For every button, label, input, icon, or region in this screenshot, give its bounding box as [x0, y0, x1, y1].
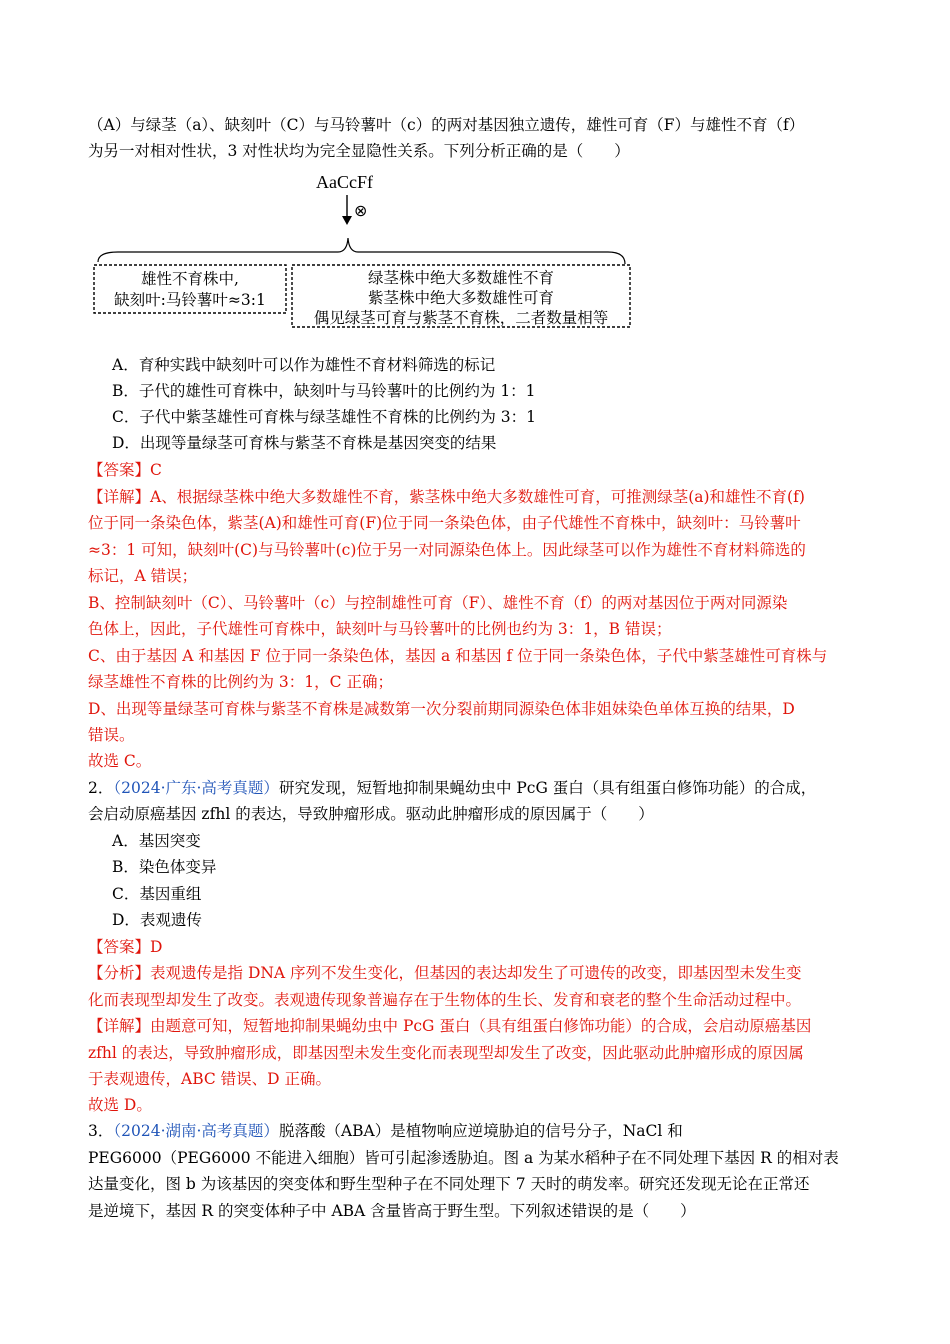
q3-stem-line1	[88, 1118, 868, 1145]
q1-option-b: B．子代的雄性可育株中，缺刻叶与马铃薯叶的比例约为 1：1	[112, 382, 536, 400]
parent-genotype: AaCcFf	[316, 172, 373, 192]
answer-tag: 【答案】	[88, 461, 151, 479]
left-box-line1: 雄性不育株中,	[141, 270, 239, 288]
q1-conclusion: 故选 C。	[88, 752, 152, 770]
q2-option-d: D．表观遗传	[112, 911, 202, 929]
q3-stem-line2: PEG6000（PEG6000 不能进入细胞）皆可引起渗透胁迫。图 a 为某水稻种子在不同处理下基因 R 的相对表	[88, 1149, 839, 1167]
q1-explain-line4: 标记，A 错误；	[88, 567, 198, 585]
q1-option-c: C．子代中紫茎雄性可育株与绿茎雄性不育株的比例约为 3：1	[112, 408, 537, 426]
q1-explain-line3: ≈3：1 可知，缺刻叶(C)与马铃薯叶(c)位于另一对同源染色体上。因此绿茎可以作为雄性不育材料筛选的	[88, 541, 806, 559]
left-box-line2: 缺刻叶:马铃薯叶≈3:1	[114, 291, 266, 309]
q2-option-a: A．基因突变	[112, 832, 201, 850]
q1-explain-line8: 绿茎雄性不育株的比例约为 3：1，C 正确；	[88, 673, 393, 691]
explain-tag: 【详解】	[88, 488, 151, 506]
q2-explain-line1	[88, 1013, 868, 1040]
explain-text: A、根据绿茎株中绝大多数雄性不育，紫茎株中绝大多数雄性可育，可推测绿茎(a)和雄性不育(f)	[150, 488, 805, 506]
q3-source: （2024·湖南·高考真题）	[113, 1122, 279, 1140]
q1-explain-line10: 错误。	[88, 726, 135, 744]
q2-option-c: C．基因重组	[112, 885, 202, 903]
q2-stem-text: 研究发现，短暂地抑制果蝇幼虫中 PcG 蛋白（具有组蛋白修饰功能）的合成，	[278, 779, 817, 797]
q1-explain-line2: 位于同一条染色体，紫茎(A)和雄性可育(F)位于同一条染色体，由子代雄性不育株中，缺刻叶：马铃薯叶	[88, 514, 801, 532]
q1-stem-line2: 为另一对相对性状，3 对性状均为完全显隐性关系。下列分析正确的是（ ）	[88, 142, 630, 160]
q1-option-d: D．出现等量绿茎可育株与紫茎不育株是基因突变的结果	[112, 434, 497, 452]
q2-source: （2024·广东·高考真题）	[113, 779, 279, 797]
brace	[98, 238, 625, 264]
q2-explain-line3: 于表观遗传，ABC 错误、D 正确。	[88, 1070, 332, 1088]
q2-option-b: B．染色体变异	[112, 858, 217, 876]
analysis-tag: 【分析】	[88, 964, 151, 982]
answer-value: C	[150, 461, 162, 479]
q1-explain-line6: 色体上，因此，子代雄性可育株中，缺刻叶与马铃薯叶的比例也约为 3：1，B 错误；	[88, 620, 672, 638]
q2-stem-line2: 会启动原癌基因 zfhl 的表达，导致肿瘤形成。驱动此肿瘤形成的原因属于（ ）	[88, 805, 654, 823]
q1-stem-line1: （A）与绿茎（a）、缺刻叶（C）与马铃薯叶（c）的两对基因独立遗传，雄性可育（F）与雄性不育（f）	[88, 116, 805, 134]
q2-conclusion: 故选 D。	[88, 1096, 152, 1114]
q2-stem-line1	[88, 775, 868, 802]
q2-number: 2．	[88, 779, 114, 797]
q2-answer	[88, 934, 868, 961]
q1-explain-line1	[88, 484, 868, 511]
q1-answer	[88, 457, 868, 484]
q1-option-a: A．育种实践中缺刻叶可以作为雄性不育材料筛选的标记	[112, 356, 496, 374]
q3-stem-text: 脱落酸（ABA）是植物响应逆境胁迫的信号分子，NaCl 和	[278, 1122, 683, 1140]
analysis-text: 表观遗传是指 DNA 序列不发生变化，但基因的表达却发生了可遗传的改变，即基因型未发生变	[150, 964, 802, 982]
q3-stem-line4: 是逆境下，基因 R 的突变体种子中 ABA 含量皆高于野生型。下列叙述错误的是（ ）	[88, 1202, 696, 1220]
arrow-head	[342, 216, 352, 225]
q2-analysis-line2: 化而表现型却发生了改变。表观遗传现象普遍存在于生物体的生长、发育和衰老的整个生命活动过程中。	[88, 991, 802, 1009]
q1-explain-line9: D、出现等量绿茎可育株与紫茎不育株是减数第一次分裂前期同源染色体非姐妹染色单体互换的结果，D	[88, 700, 795, 718]
answer-tag: 【答案】	[88, 938, 151, 956]
q3-stem-line3: 达量变化，图 b 为该基因的突变体和野生型种子在不同处理下 7 天时的萌发率。研究还发现无论在正常还	[88, 1175, 810, 1193]
q3-number: 3．	[88, 1122, 114, 1140]
q1-explain-line5: B、控制缺刻叶（C）、马铃薯叶（c）与控制雄性可育（F）、雄性不育（f）的两对基因位于两对同源染	[88, 594, 788, 612]
right-box-line1: 绿茎株中绝大多数雄性不育	[367, 269, 555, 287]
explain-text: 由题意可知，短暂地抑制果蝇幼虫中 PcG 蛋白（具有组蛋白修饰功能）的合成，会启动原癌基因	[150, 1017, 812, 1035]
q2-explain-line2: zfhl 的表达，导致肿瘤形成，即基因型未发生变化而表现型却发生了改变，因此驱动此肿瘤形成的原因属	[88, 1044, 804, 1062]
q1-explain-line7: C、由于基因 A 和基因 F 位于同一条染色体，基因 a 和基因 f 位于同一条染色体，子代中紫茎雄性可育株与	[88, 647, 828, 665]
right-box-line3: 偶见绿茎可育与紫茎不育株，二者数量相等	[313, 309, 609, 327]
right-box-line2: 紫茎株中绝大多数雄性可育	[367, 289, 555, 307]
answer-value: D	[150, 938, 163, 956]
selfing-symbol: ⊗	[354, 201, 368, 220]
q2-analysis-line1	[88, 960, 868, 987]
q1-genetics-diagram	[88, 168, 648, 334]
explain-tag: 【详解】	[88, 1017, 151, 1035]
